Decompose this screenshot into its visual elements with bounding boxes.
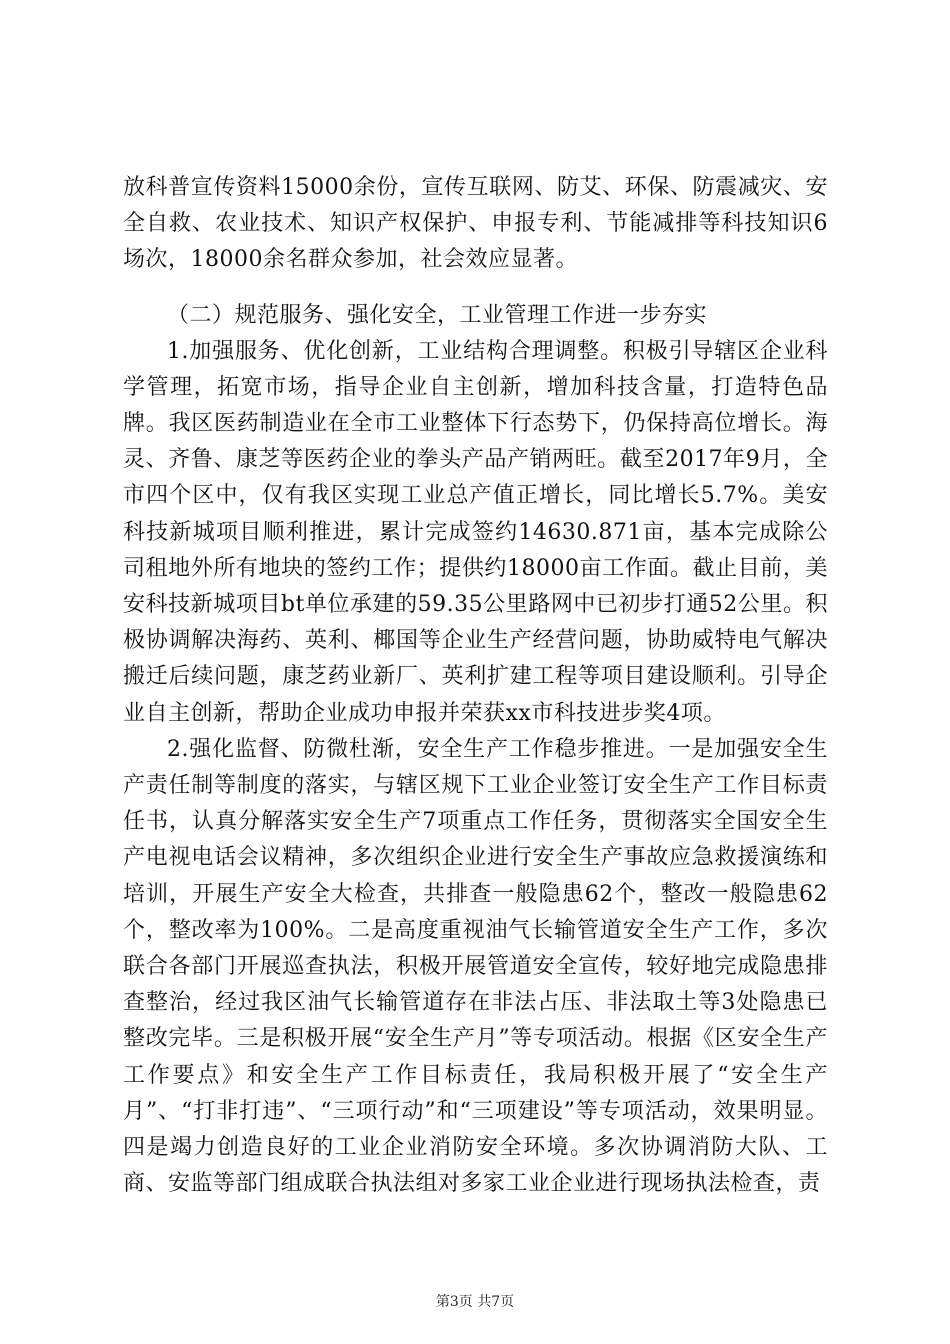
section-heading: （二）规范服务、强化安全，工业管理工作进一步夯实: [167, 302, 708, 328]
page-number-footer: 第3页 共7页: [435, 1294, 515, 1310]
paragraph-safety-production: 2.强化监督、防微杜渐，安全生产工作稳步推进。一是加强安全生产责任制等制度的落实，与辖区规下工业企业签订安全生产工作目标责任书，认真分解落实安全生产7项重点工作任务，贯彻落实全国安全生产电视电话会议精神，多次组织企业进行安全生产事故应急救援演练和培训，开展生产安全大检查，共排查一般隐患62个，整改一般隐患62个，整改率为100%。二是高度重视油气长输管道安全生产工作，多次联合各部门开展巡查执法，积极开展管道安全宣传，较好地完成隐患排查整治，经过我区油气长输管道存在非法占压、非法取土等3处隐患已整改完毕。三是积极开展“安全生产月”等专项活动。根据《区安全生产工作要点》和安全生产工作目标责任，我局积极开展了“安全生产月”、“打非打违”、“三项行动”和“三项建设”等专项活动，效果明显。四是竭力创造良好的工业企业消防安全环境。多次协调消防大队、工商、安监等部门组成联合执法组对多家工业企业进行现场执法检查，责: [123, 736, 828, 1197]
paragraph-continuation: 放科普宣传资料15000余份，宣传互联网、防艾、环保、防震减灾、安全自救、农业技术、知识产权保护、申报专利、节能减排等科技知识6场次，18000余名群众参加，社会效应显著。: [123, 175, 828, 273]
document-body: [123, 170, 828, 1202]
paragraph-industry-structure: 1.加强服务、优化创新，工业结构合理调整。积极引导辖区企业科学管理，拓宽市场，指导企业自主创新，增加科技含量，打造特色品牌。我区医药制造业在全市工业整体下行态势下，仍保持高位增长。海灵、齐鲁、康芝等医药企业的拳头产品产销两旺。截至2017年9月，全市四个区中，仅有我区实现工业总产值正增长，同比增长5.7%。美安科技新城项目顺利推进，累计完成签约14630.871亩，基本完成除公司租地外所有地块的签约工作；提供约18000亩工作面。截止目前，美安科技新城项目bt单位承建的59.35公里路网中已初步打通52公里。积极协调解决海药、英利、椰国等企业生产经营问题，协助威特电气解决搬迁后续问题，康芝药业新厂、英利扩建工程等项目建设顺利。引导企业自主创新，帮助企业成功申报并荣获xx市科技进步奖4项。: [123, 338, 828, 726]
